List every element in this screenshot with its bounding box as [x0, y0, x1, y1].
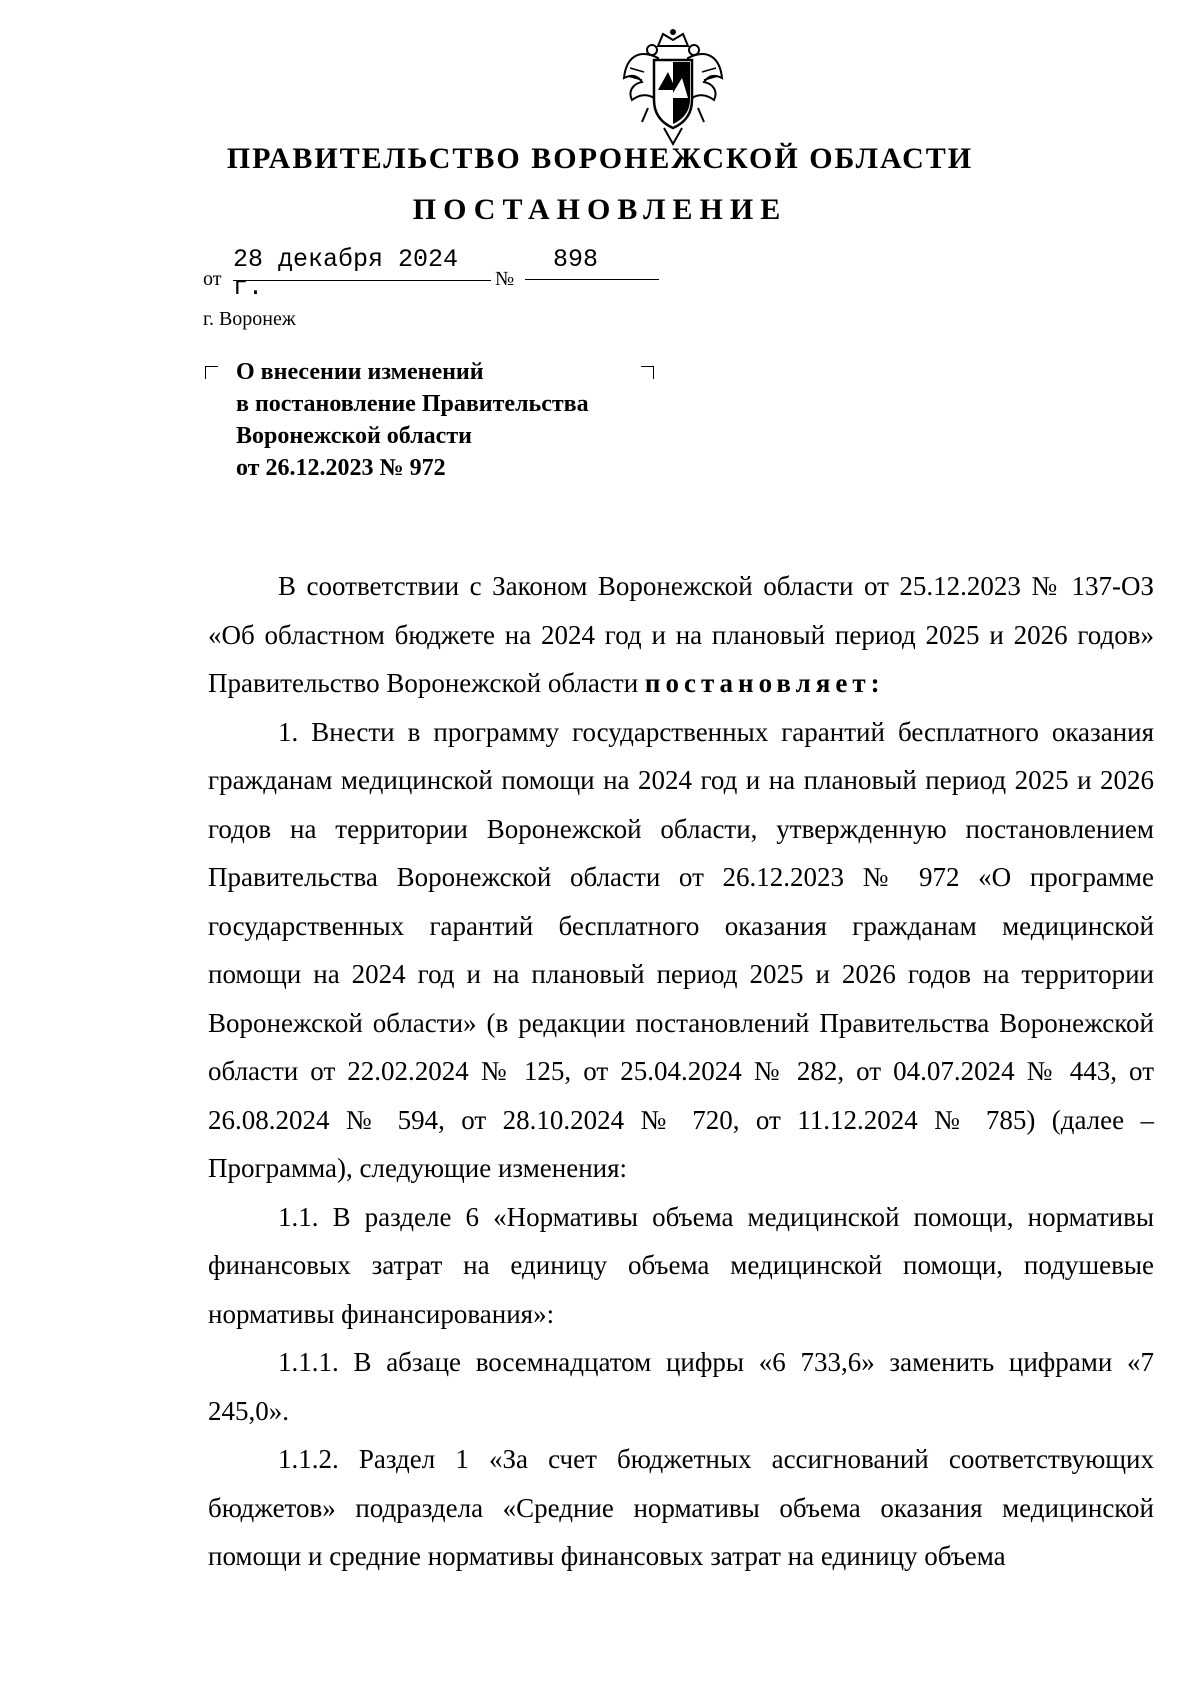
date-prefix: от	[203, 268, 222, 290]
body-paragraph: 1. Внести в программу государственных гарантий бесплатного оказания гражданам медицинской помощи на 2024 год и на плановый период 2025 и 2026 годов на территории Воронежской области, утвержденную постановлением Правительства Воронежской области от 26.12.2023 № 972 «О программе государственных гарантий бесплатного оказания гражданам медицинской помощи на 2024 год и на плановый период 2025 и 2026 годов на территории Воронежской области» (в редакции постановлений Правительства Воронежской области от 22.02.2024 № 125, от 25.04.2024 № 282, от 04.07.2024 № 443, от 26.08.2024 № 594, от 28.10.2024 № 720, от 11.12.2024 № 785) (далее – Программа), следующие изменения:	[208, 716, 1154, 1183]
number-prefix: №	[495, 268, 515, 290]
preamble-text: В соответствии с Законом Воронежской области от 25.12.2023 № 137-ОЗ «Об областном бюджете на 2024 год и на плановый период 2025 и 2026 годов» Правительство Воронежской области	[208, 571, 1154, 698]
subject-corner-left	[205, 366, 218, 379]
voronezh-coat-of-arms-icon	[618, 28, 728, 148]
decree-word: постановляет	[644, 668, 871, 698]
document-subject	[236, 356, 676, 484]
body-paragraph: 1.1. В разделе 6 «Нормативы объема медицинской помощи, нормативы финансовых затрат на единицу объема медицинской помощи, подушевые нормативы финансирования»:	[208, 1201, 1154, 1329]
body-paragraph	[208, 562, 1154, 708]
document-meta	[203, 245, 703, 302]
document-number: 898	[525, 246, 659, 280]
subject-line: О внесении изменений	[236, 359, 484, 385]
decree-colon: :	[870, 668, 880, 698]
subject-line: Воронежской области	[236, 423, 472, 449]
document-body	[208, 562, 1154, 1581]
body-paragraph: 1.1.1. В абзаце восемнадцатом цифры «6 733,6» заменить цифрами «7 245,0».	[208, 1347, 1154, 1426]
subject-line: в постановление Правительства	[236, 391, 589, 417]
government-title: ПРАВИТЕЛЬСТВО ВОРОНЕЖСКОЙ ОБЛАСТИ	[226, 142, 974, 175]
document-date: 28 декабря 2024 г.	[233, 246, 491, 281]
document-city: г. Воронеж	[203, 308, 296, 330]
subject-line: от 26.12.2023 № 972	[236, 455, 446, 481]
body-paragraph: 1.1.2. Раздел 1 «За счет бюджетных ассигнований соответствующих бюджетов» подраздела «Средние нормативы объема оказания медицинской помощи и средние нормативы финансовых затрат на единицу объема	[208, 1444, 1154, 1571]
document-type: ПОСТАНОВЛЕНИЕ	[412, 193, 788, 226]
